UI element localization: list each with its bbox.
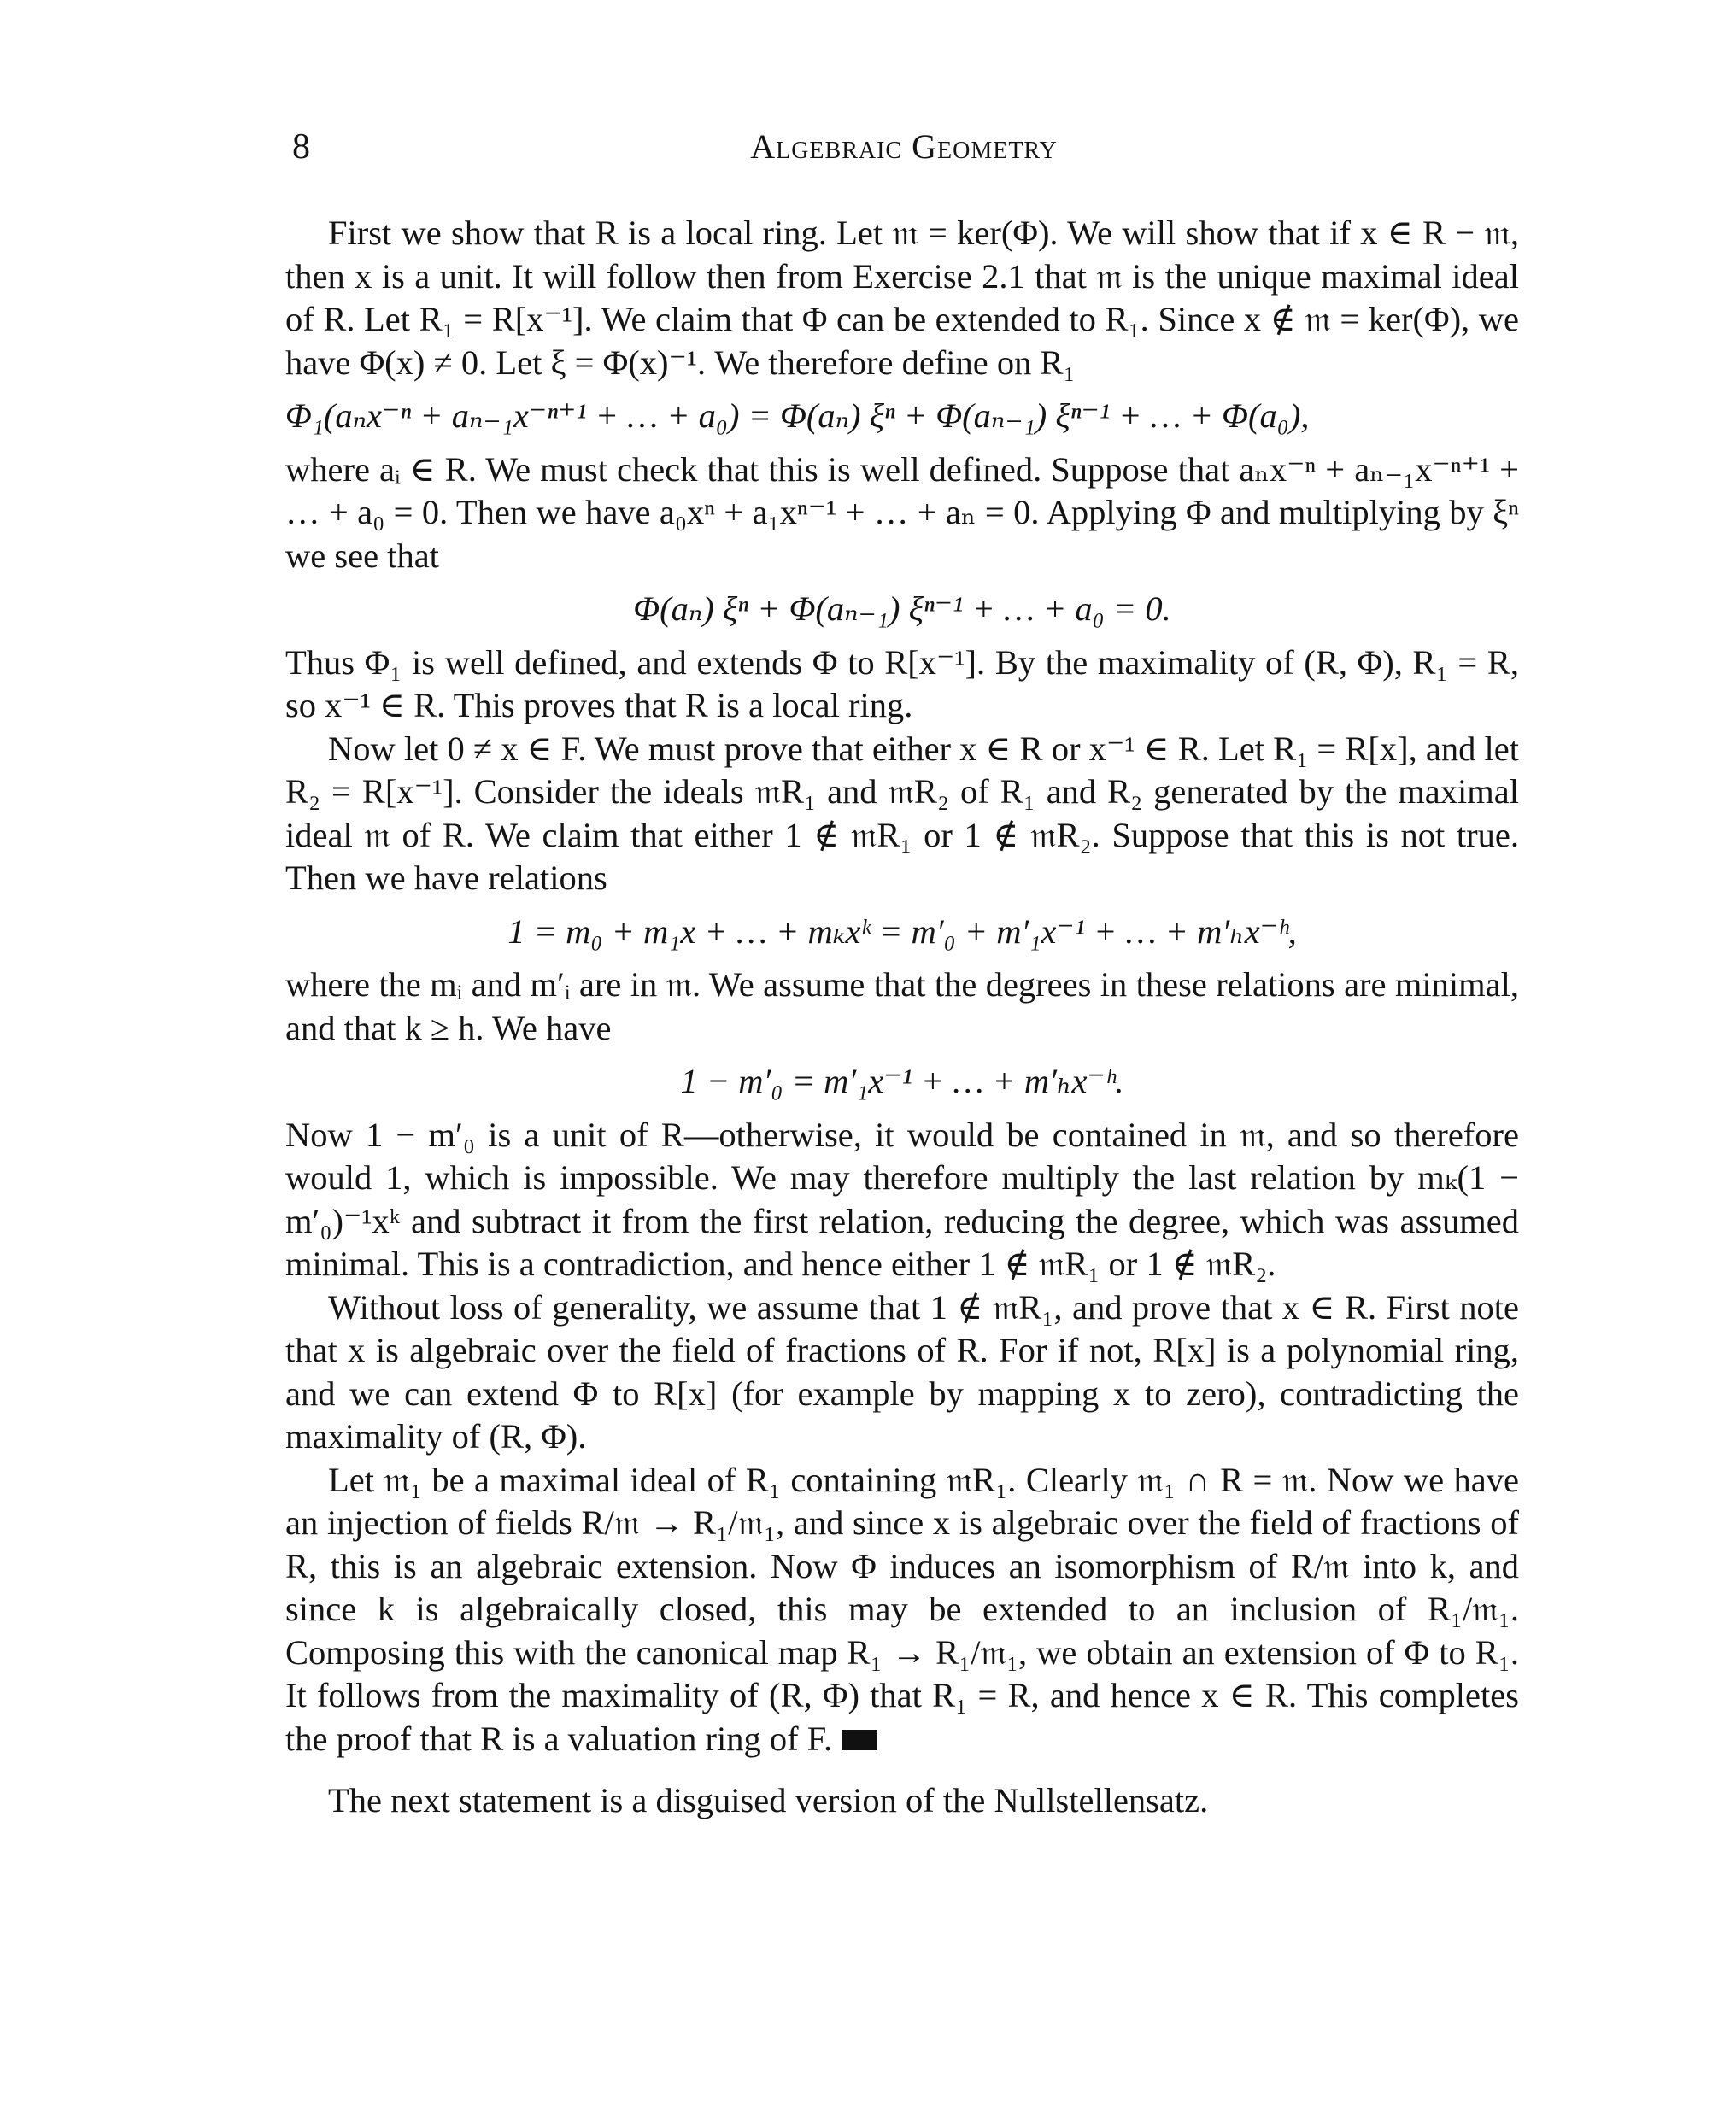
paragraph-now-let-x: Now let 0 ≠ x ∈ F. We must prove that either x ∈ R or x⁻¹ ∈ R. Let R₁ = R[x], and let R₂ = R[x⁻¹]. Consider the ideals 𝔪R₁ and 𝔪R₂ of R₁ and R₂ generated by the maximal ideal 𝔪 of R. We claim that either 1 ∉ 𝔪R₁ or 1 ∉ 𝔪R₂. Suppose that this is not true. Then we have relations [285,729,1519,897]
running-title: Algebraic Geometry [750,127,1058,166]
equation-relations: 1 = m₀ + m₁x + … + mₖxᵏ = m′₀ + m′₁x⁻¹ + … + m′ₕx⁻ʰ, [507,911,1297,951]
paragraph-maximal-ideal-text: Let 𝔪₁ be a maximal ideal of R₁ containing 𝔪R₁. Clearly 𝔪₁ ∩ R = 𝔪. Now we have an injection of fields R/𝔪 → R₁/𝔪₁, and since x is algebraic over the field of fractions of R, this is an algebraic extension. Now Φ induces an isomorphism of R/𝔪 into k, and since k is algebraically closed, this may be extended to an inclusion of R₁/𝔪₁. Composing this with the canonical map R₁ → R₁/𝔪₁, we obtain an extension of Φ to R₁. It follows from the maximality of (R, Φ) that R₁ = R, and hence x ∈ R. This completes the proof that R is a valuation ring of F. [285,1460,1519,1758]
paragraph-unit-contradiction: Now 1 − m′₀ is a unit of R—otherwise, it would be contained in 𝔪, and so therefore would 1, which is impossible. We may therefore multiply the last relation by mₖ(1 − m′₀)⁻¹xᵏ and subtract it from the first relation, reducing the degree, which was assumed minimal. This is a contradiction, and hence either 1 ∉ 𝔪R₁ or 1 ∉ 𝔪R₂. [285,1115,1519,1283]
qed-box-icon [842,1730,877,1750]
equation-one-minus-m0: 1 − m′₀ = m′₁x⁻¹ + … + m′ₕx⁻ʰ. [680,1062,1124,1100]
paragraph-maximal-ideal [285,1459,1519,1761]
paragraph-local-ring: First we show that R is a local ring. Let 𝔪 = ker(Φ). We will show that if x ∈ R − 𝔪, then x is a unit. It will follow then from Exercise 2.1 that 𝔪 is the unique maximal ideal of R. Let R₁ = R[x⁻¹]. We claim that Φ can be extended to R₁. Since x ∉ 𝔪 = ker(Φ), we have Φ(x) ≠ 0. Let ξ = Φ(x)⁻¹. We therefore define on R₁ [285,214,1519,382]
page-body [285,212,1519,1823]
paragraph-thus-phi1: Thus Φ₁ is well defined, and extends Φ to R[x⁻¹]. By the maximality of (R, Φ), R₁ = R, so x⁻¹ ∈ R. This proves that R is a local ring. [285,642,1519,724]
running-head [292,126,1516,174]
paragraph-without-loss: Without loss of generality, we assume that 1 ∉ 𝔪R₁, and prove that x ∈ R. First note that x is algebraic over the field of fractions of R. For if not, R[x] is a polynomial ring, and we can extend Φ to R[x] (for example by mapping x to zero), contradicting the maximality of (R, Φ). [285,1287,1519,1456]
equation-phi-applied: Φ(aₙ) ξⁿ + Φ(aₙ₋₁) ξⁿ⁻¹ + … + a₀ = 0. [633,589,1171,628]
page-number: 8 [292,127,310,167]
paragraph-minimal-degrees: where the mᵢ and m′ᵢ are in 𝔪. We assume that the degrees in these relations are minimal, and that k ≥ h. We have [285,965,1519,1047]
equation-phi1-definition: Φ₁(aₙx⁻ⁿ + aₙ₋₁x⁻ⁿ⁺¹ + … + a₀) = Φ(aₙ) ξⁿ + Φ(aₙ₋₁) ξⁿ⁻¹ + … + Φ(a₀), [285,396,1310,435]
paragraph-well-defined: where aᵢ ∈ R. We must check that this is well defined. Suppose that aₙx⁻ⁿ + aₙ₋₁x⁻ⁿ⁺¹ + … + a₀ = 0. Then we have a₀xⁿ + a₁xⁿ⁻¹ + … + aₙ = 0. Applying Φ and multiplying by ξⁿ we see that [285,449,1519,575]
paragraph-next-statement: The next statement is a disguised version of the Nullstellensatz. [328,1781,1209,1819]
